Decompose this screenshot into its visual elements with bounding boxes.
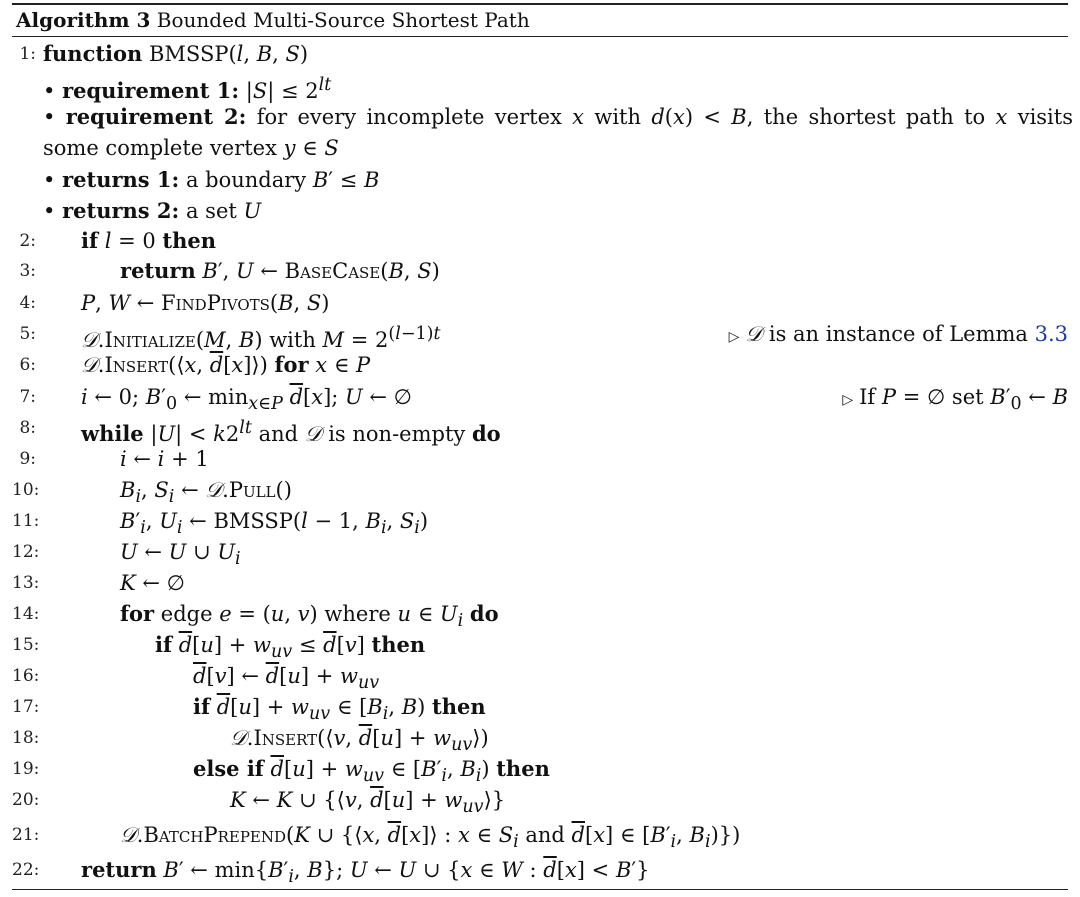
returns-label: returns 2: (62, 198, 180, 223)
line-10: 10: $B_i$, $S_i$ ← 𝒟.Pull() (12, 475, 1068, 505)
comment-line-7: ▷ If P = ∅ set $B'_0$ ← B (842, 385, 1068, 415)
comment-line-5: ▷ 𝒟 is an instance of Lemma 3.3 (728, 322, 1068, 346)
line-number: 15: (12, 635, 40, 655)
function-header: function BMSSP(l, B, S) (43, 41, 309, 66)
line-number: 9: (19, 449, 36, 469)
line-1 (12, 39, 1068, 69)
line-11: 11: $B'_i$, $U_i$ ← BMSSP(l − 1, $B_i$, $S_i$) (12, 506, 1068, 536)
line-number: 3: (19, 261, 36, 281)
algorithm-lines (12, 37, 1073, 889)
returns-1: • returns 1: a boundary B′ ≤ B (43, 167, 380, 192)
line-number: 18: (12, 728, 40, 748)
keyword: if (155, 632, 173, 657)
line-number: 5: (19, 324, 36, 344)
keyword: while (81, 421, 144, 446)
line-16: 16: $\overline{d}[v]$ ← $\overline{d}[u] + w_{uv}$ (12, 661, 1068, 691)
line-7: 7: i ← 0; $B'_0$ ← $\min_{x\in P} \overline{d}[x]$; U ← ∅ ▷ If P = ∅ set $B'_0$ ← B (12, 382, 1068, 412)
line-4: 4: P, W ← FindPivots(B, S) (12, 288, 1068, 318)
keyword: then (496, 756, 550, 781)
requirement-label: requirement 1: (62, 78, 240, 103)
line-number: 7: (19, 387, 36, 407)
line-17: 17: if $\overline{d}[u] + w_{uv}$ ∈ [$B_i$, B) then (12, 694, 486, 725)
keyword: if (193, 694, 211, 719)
keyword: return (120, 258, 196, 283)
line-3: 3: return B′, U ← BaseCase(B, S) (12, 256, 1068, 286)
line-number: 14: (12, 604, 40, 624)
line-number: 2: (19, 231, 36, 251)
keyword: do (469, 601, 499, 626)
line-number: 21: (12, 825, 40, 845)
line-14: 14: for edge e = (u, v) where u ∈ $U_i$ do (12, 601, 499, 632)
line-2: 2: if l = 0 then (12, 226, 1068, 256)
algorithm-caption (12, 5, 1068, 36)
line-19: 19: else if $\overline{d}[u] + w_{uv}$ ∈ [$B'_i$, $B_i$) then (12, 756, 550, 787)
keyword: then (432, 694, 486, 719)
line-18: 18: 𝒟.Insert(⟨v, $\overline{d}[u]$ + $w_{uv}⟩$) (12, 723, 1068, 753)
line-number: 6: (19, 355, 36, 375)
line-21: 21: 𝒟.BatchPrepend(K ∪ {⟨x, $\overline{d}[x]⟩$ : x ∈ $S_i$ and $\overline{d}[x]$ ∈ [$B'_i$, $B_i$)}) (12, 820, 1068, 850)
line-number: 11: (12, 511, 40, 531)
line-number: 17: (12, 697, 40, 717)
keyword: function (43, 41, 143, 66)
algorithm-box (12, 3, 1073, 890)
line-12: 12: U ← U ∪ $U_i$ (12, 537, 1068, 567)
requirement-1: • requirement 1: $|S| \le 2^{lt}$ (43, 75, 332, 103)
line-8: 8: while $|U| < k2^{lt}$ and 𝒟 is non-empty do (12, 413, 1068, 443)
keyword: do (471, 421, 501, 446)
line-20: 20: K ← K ∪ {⟨v, $\overline{d}[u]$ + $w_{uv}⟩$} (12, 785, 1068, 815)
requirement-label: requirement 2: (65, 104, 247, 129)
line-number: 20: (12, 790, 40, 810)
line-number: 10: (12, 480, 40, 500)
line-6: 6: 𝒟.Insert(⟨x, $\overline{d}[x]⟩$) for x ∈ P (12, 350, 1068, 380)
keyword: for (120, 601, 155, 626)
line-number: 4: (19, 293, 36, 313)
line-number: 16: (12, 666, 40, 686)
keyword: if (81, 228, 99, 253)
line-number: 22: (12, 860, 40, 880)
keyword: return (81, 857, 157, 882)
lemma-reference-link[interactable]: 3.3 (1034, 322, 1068, 346)
line-22: 22: return B′ ← $\min\{B'_i$, B}; U ← U ∪ {x ∈ W : $\overline{d}[x] < B'$} (12, 857, 650, 888)
line-number: 13: (12, 573, 40, 593)
keyword: else if (193, 756, 264, 781)
requirement-2: • requirement 2: for every incomplete vertex x with d(x) < B, the shortest path to x visits some complete vertex y ∈ S (43, 104, 1073, 160)
line-15: 15: if $\overline{d}[u] + w_{uv} \le \overline{d}[v]$ then (12, 632, 426, 663)
keyword: then (371, 632, 426, 657)
line-13: 13: K ← ∅ (12, 568, 1068, 598)
line-5: 5: 𝒟.Initialize(M, B) with $M = 2^{(l-1)t}$ ▷ 𝒟 is an instance of Lemma 3.3 (12, 319, 1068, 349)
returns-label: returns 1: (62, 167, 180, 192)
line-number: 19: (12, 759, 40, 779)
line-number: 12: (12, 542, 40, 562)
returns-2: • returns 2: a set U (43, 198, 262, 223)
keyword: then (162, 228, 217, 253)
line-number: 1: (19, 44, 36, 64)
algorithm-title: Bounded Multi-Source Shortest Path (156, 8, 530, 32)
line-number: 8: (19, 418, 36, 438)
line-9: 9: i ← i + 1 (12, 444, 1068, 474)
algorithm-label: Algorithm 3 (16, 8, 151, 32)
